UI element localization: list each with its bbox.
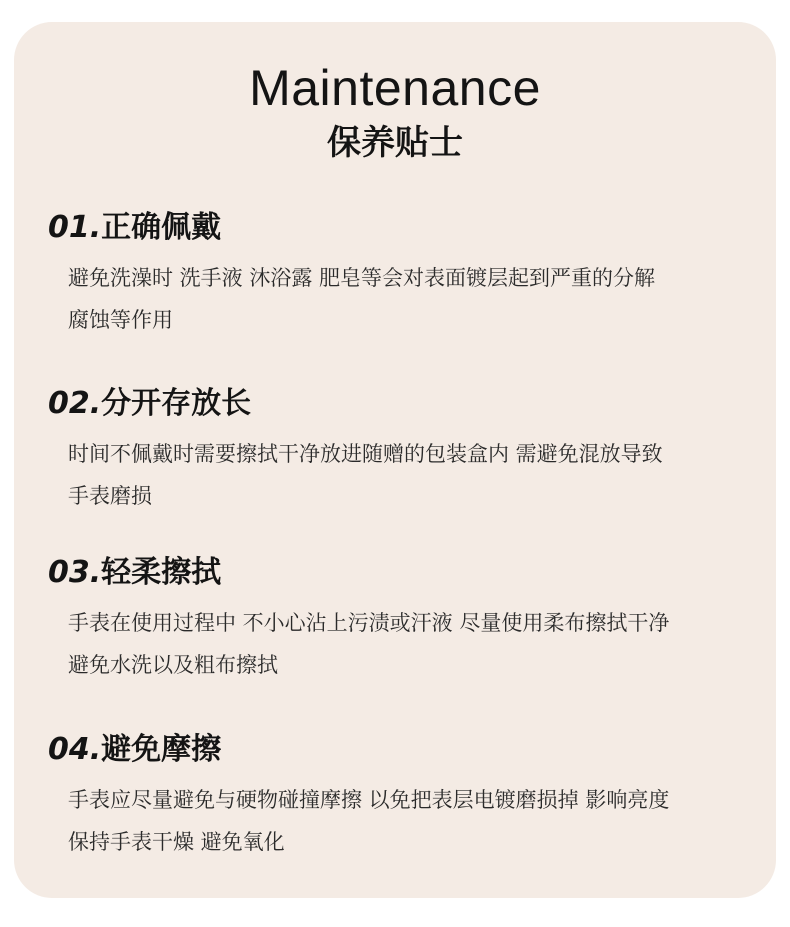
body-line: 手表在使用过程中 不小心沾上污渍或汗液 尽量使用柔布擦拭干净 xyxy=(68,611,670,635)
section-body xyxy=(68,257,752,341)
page-title: Maintenance xyxy=(249,60,541,116)
maintenance-card xyxy=(14,22,776,898)
body-line: 时间不佩戴时需要擦拭干净放进随赠的包装盒内 需避免混放导致 xyxy=(68,442,663,466)
section-1 xyxy=(48,208,752,341)
section-heading xyxy=(48,553,752,593)
body-line: 避免洗澡时 洗手液 沐浴露 肥皂等会对表面镀层起到严重的分解 xyxy=(68,266,656,290)
section-2 xyxy=(48,384,752,517)
section-title: 避免摩擦 xyxy=(101,732,222,767)
body-line: 避免水洗以及粗布擦拭 xyxy=(68,653,278,677)
section-3 xyxy=(48,553,752,686)
section-body xyxy=(68,433,752,517)
section-heading xyxy=(48,208,752,248)
section-body xyxy=(68,602,752,686)
section-number: 01. xyxy=(48,210,102,245)
section-body xyxy=(68,779,752,863)
body-line: 手表应尽量避免与硬物碰撞摩擦 以免把表层电镀磨损掉 影响亮度 xyxy=(68,788,670,812)
section-number: 02. xyxy=(48,386,102,421)
section-4 xyxy=(48,730,752,863)
section-title: 轻柔擦拭 xyxy=(101,555,222,590)
section-heading xyxy=(48,384,752,424)
section-title: 正确佩戴 xyxy=(101,210,222,245)
body-line: 手表磨损 xyxy=(68,484,152,508)
section-title: 分开存放长 xyxy=(101,386,252,421)
body-line: 腐蚀等作用 xyxy=(68,308,173,332)
section-number: 03. xyxy=(48,555,102,590)
page-subtitle: 保养贴士 xyxy=(327,123,463,163)
body-line: 保持手表干燥 避免氧化 xyxy=(68,830,285,854)
section-number: 04. xyxy=(48,732,102,767)
section-heading xyxy=(48,730,752,770)
